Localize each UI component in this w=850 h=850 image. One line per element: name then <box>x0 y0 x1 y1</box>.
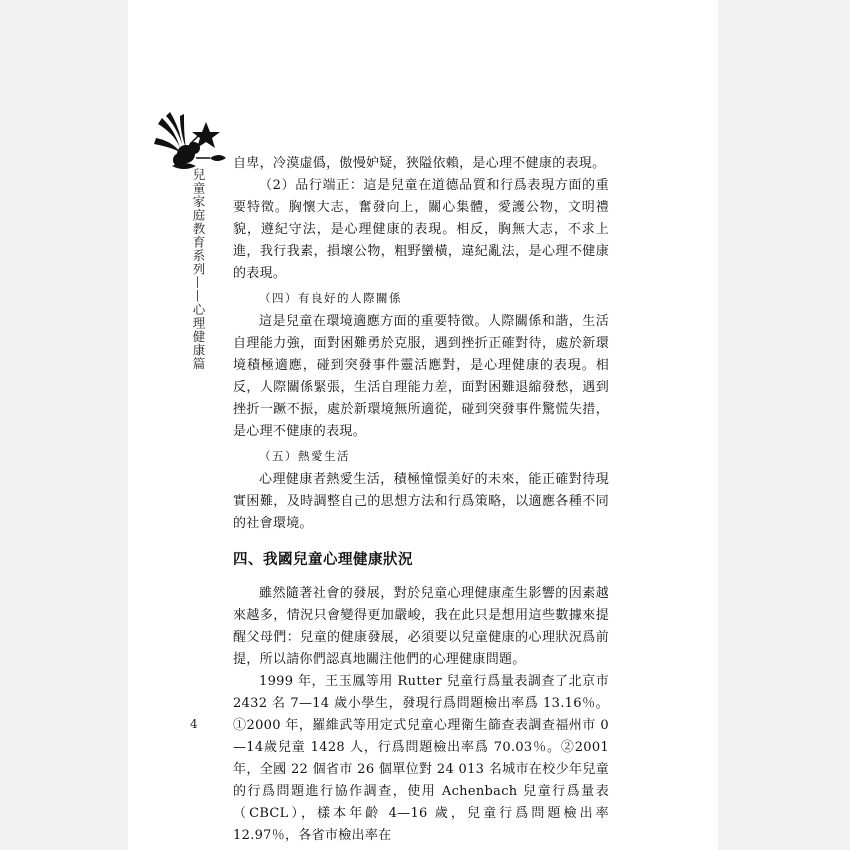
page-number: 4 <box>190 717 198 731</box>
section-heading: 四、我國兒童心理健康狀況 <box>233 552 413 568</box>
paragraph: 雖然隨著社會的發展，對於兒童心理健康產生影響的因素越來越多，情況只會變得更加嚴峻，我在此只是想用這些數據來提醒父母們：兒童的健康發展，必須要以兒童健康的心理狀況爲前提，所以請你們認真地關注他們的心理健康問題。 <box>233 586 609 667</box>
body-text <box>233 153 609 847</box>
paragraph: （2）品行端正：這是兒童在道德品質和行爲表現方面的重要特徵。胸懷大志，奮發向上，關心集體，愛護公物，文明禮貌，遵紀守法，是心理健康的表現。相反，胸無大志，不求上進，我行我素，損壞公物，粗野蠻橫，違紀亂法，是心理不健康的表現。 <box>233 178 609 281</box>
subheading: （五）熱愛生活 <box>259 449 350 463</box>
series-title: 兒童家庭教育系列——心理健康篇 <box>191 168 206 371</box>
paragraph: 這是兒童在環境適應方面的重要特徵。人際關係和諧，生活自理能力強，面對困難勇於克服，遇到挫折正確對待，處於新環境積極適應，碰到突發事件靈活應對，是心理健康的表現。相反，人際關係緊張，生活自理能力差，面對困難退縮發愁，遇到挫折一蹶不振，處於新環境無所適從，碰到突發事件驚慌失措，是心理不健康的表現。 <box>233 314 609 439</box>
subheading: （四）有良好的人際關係 <box>259 291 402 305</box>
paragraph: 自卑，冷漠虛僞，傲慢妒疑，狹隘依賴，是心理不健康的表現。 <box>233 156 606 171</box>
paragraph: 1999 年，王玉鳳等用 Rutter 兒童行爲量表調查了北京市 2432 名 7—14 歲小學生，發現行爲問題檢出率爲 13.16％。①2000 年，羅維武等用定式兒童心理衛生篩查表調查福州市 0—14歲兒童 1428 人，行爲問題檢出率爲 70.03％。②2001 年，全國 22 個省市 26 個單位對 24 013 名城市在校少年兒童的行爲問題進行協作調查，使用 Achenbach 兒童行爲量表（CBCL），樣本年齡 4—16 歲，兒童行爲問題檢出率 12.97％，各省市檢出率在 <box>233 674 609 843</box>
paragraph: 心理健康者熱愛生活，積極憧憬美好的未來，能正確對待現實困難，及時調整自己的思想方法和行爲策略，以適應各種不同的社會環境。 <box>233 472 609 531</box>
